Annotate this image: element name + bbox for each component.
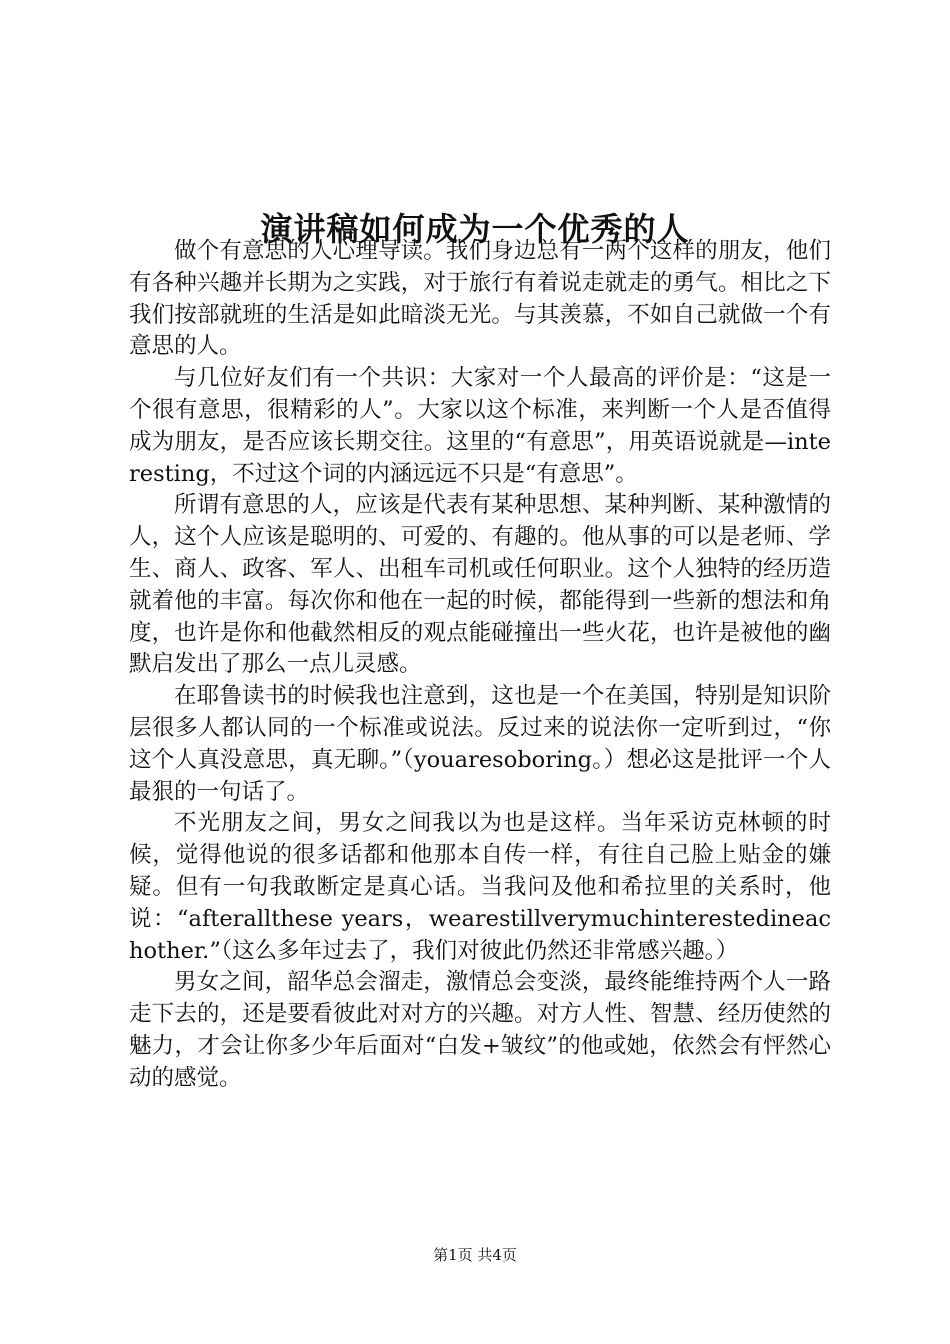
paragraph-6: 男女之间，韶华总会溜走，激情总会变淡，最终能维持两个人一路走下去的，还是要看彼此对对方的兴趣。对方人性、智慧、经历使然的魅力，才会让你多少年后面对“白发+皱纹”的他或她，依然会有怦然心动的感觉。: [129, 969, 831, 1091]
paragraph-5: 不光朋友之间，男女之间我以为也是这样。当年采访克林顿的时候，觉得他说的很多话都和他那本自传一样，有往自己脸上贴金的嫌疑。但有一句我敢断定是真心话。当我问及他和希拉里的关系时，他说：“afterallthese years，wearestillverymuchinterestedineachother.”（这么多年过去了，我们对彼此仍然还非常感兴趣。）: [129, 810, 831, 964]
document-body: [129, 236, 831, 1095]
paragraph-1: 做个有意思的人心理导读。我们身边总有一两个这样的朋友，他们有各种兴趣并长期为之实践，对于旅行有着说走就走的勇气。相比之下我们按部就班的生活是如此暗淡无光。与其羡慕，不如自己就做一个有意思的人。: [129, 238, 831, 360]
paragraph-2: 与几位好友们有一个共识：大家对一个人最高的评价是：“这是一个很有意思，很精彩的人”。大家以这个标准，来判断一个人是否值得成为朋友，是否应该长期交往。这里的“有意思”，用英语说就是—interesting，不过这个词的内涵远远不只是“有意思”。: [129, 365, 831, 487]
paragraph-3: 所谓有意思的人，应该是代表有某种思想、某种判断、某种激情的人，这个人应该是聪明的、可爱的、有趣的。他从事的可以是老师、学生、商人、政客、军人、出租车司机或任何职业。这个人独特的经历造就着他的丰富。每次你和他在一起的时候，都能得到一些新的想法和角度，也许是你和他截然相反的观点能碰撞出一些火花，也许是被他的幽默启发出了那么一点儿灵感。: [129, 492, 831, 678]
page-number-footer: 第1页 共4页: [433, 1246, 517, 1264]
document-title: 演讲稿如何成为一个优秀的人: [260, 210, 690, 249]
paragraph-4: 在耶鲁读书的时候我也注意到，这也是一个在美国，特别是知识阶层很多人都认同的一个标准或说法。反过来的说法你一定听到过，“你这个人真没意思，真无聊。”（youaresoboring。）想必这是批评一个人最狠的一句话了。: [129, 683, 831, 805]
